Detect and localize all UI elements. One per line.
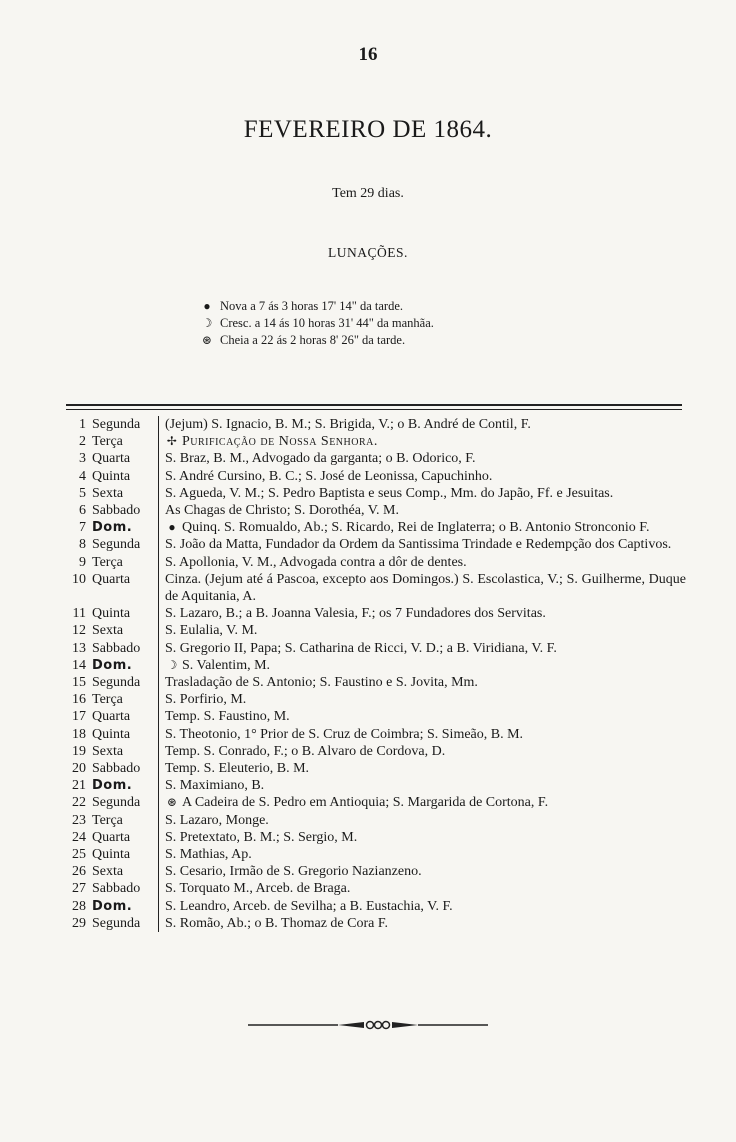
day-description (159, 450, 686, 467)
weekday: Terça (86, 812, 159, 829)
calendar-row (66, 468, 686, 485)
weekday: Segunda (86, 915, 159, 932)
day-description (159, 485, 686, 502)
day-description (159, 743, 686, 760)
day-number: 4 (79, 468, 86, 484)
divider-top (66, 404, 682, 406)
weekday: Sexta (86, 863, 159, 880)
calendar-row (66, 450, 686, 467)
new-moon-icon: ● (203, 299, 211, 313)
weekday: Sabbado (86, 502, 159, 519)
description-text: (Jejum) S. Ignacio, B. M.; S. Brigida, V.; o B. André de Contil, F. (165, 417, 531, 432)
crescent-moon-icon: ☽ (201, 316, 213, 330)
lunation-new (200, 298, 434, 315)
calendar-row (66, 777, 686, 794)
weekday: Segunda (86, 794, 159, 811)
calendar-row (66, 691, 686, 708)
day-description (159, 468, 686, 485)
ornament-divider (248, 1018, 488, 1032)
weekday: Dom. (86, 777, 159, 794)
description-text: Temp. S. Eleuterio, B. M. (165, 761, 310, 777)
cross-icon: ✢ (166, 434, 178, 449)
day-number: 15 (72, 675, 86, 691)
calendar-row (66, 794, 686, 811)
day-description (159, 536, 686, 553)
full-moon-icon: ⊛ (166, 795, 178, 810)
calendar-row (66, 433, 686, 450)
calendar-row (66, 536, 686, 553)
day-number: 1 (79, 417, 86, 432)
calendar-row (66, 898, 686, 915)
description-text: As Chagas de Christo; S. Dorothéa, V. M. (165, 503, 399, 519)
calendar-row (66, 846, 686, 863)
description-text: S. Lazaro, B.; a B. Joanna Valesia, F.; os 7 Fundadores dos Servitas. (165, 606, 546, 622)
day-description (159, 554, 686, 571)
day-description (159, 674, 686, 691)
day-number: 25 (72, 847, 86, 863)
weekday: Sabbado (86, 880, 159, 897)
day-description (159, 640, 686, 657)
weekday: Terça (86, 554, 159, 571)
weekday: Sexta (86, 485, 159, 502)
day-number: 18 (72, 726, 86, 742)
full-moon-icon: ⊛ (201, 333, 213, 347)
weekday: Quarta (86, 829, 159, 846)
description-text: Temp. S. Faustino, M. (165, 709, 290, 725)
description-text: S. Agueda, V. M.; S. Pedro Baptista e seus Comp., Mm. do Japão, Ff. e Jesuitas. (165, 485, 614, 501)
weekday: Quinta (86, 468, 159, 485)
calendar-row (66, 640, 686, 657)
description-text: Trasladação de S. Antonio; S. Faustino e S. Jovita, Mm. (165, 675, 478, 691)
weekday: Segunda (86, 674, 159, 691)
day-number: 19 (72, 743, 86, 759)
description-text: S. Apollonia, V. M., Advogada contra a dôr de dentes. (165, 554, 467, 570)
description-text: S. Pretextato, B. M.; S. Sergio, M. (165, 829, 358, 845)
calendar-row (66, 657, 686, 674)
weekday: Quinta (86, 846, 159, 863)
day-number: 27 (72, 881, 86, 897)
description-text: Cinza. (Jejum até á Pascoa, excepto aos Domingos.) S. Escolastica, V.; S. Guilherme, Duque de Aquitania, A. (165, 571, 686, 605)
calendar-row (66, 554, 686, 571)
day-description (159, 846, 686, 863)
calendar-row (66, 605, 686, 622)
day-number: 11 (72, 606, 86, 622)
description-text: S. Valentim, M. (182, 657, 271, 673)
day-number: 8 (79, 537, 86, 553)
calendar-row (66, 485, 686, 502)
description-text: S. Mathias, Ap. (165, 847, 252, 863)
description-text: S. Theotonio, 1° Prior de S. Cruz de Coimbra; S. Simeão, B. M. (165, 726, 524, 742)
weekday: Terça (86, 433, 159, 450)
calendar-row (66, 880, 686, 897)
weekday: Sexta (86, 743, 159, 760)
day-number: 20 (72, 761, 86, 777)
day-number: 14 (72, 657, 86, 673)
calendar-row (66, 502, 686, 519)
day-number: 16 (72, 692, 86, 708)
description-text: S. André Cursino, B. C.; S. José de Leonissa, Capuchinho. (165, 468, 493, 484)
description-text: Quinq. S. Romualdo, Ab.; S. Ricardo, Rei de Inglaterra; o B. Antonio Stronconio F. (182, 520, 650, 536)
new-moon-icon: ● (168, 520, 176, 535)
description-text: S. João da Matta, Fundador da Ordem da Santissima Trindade e Redempção dos Captivos. (165, 537, 672, 553)
calendar-row (66, 708, 686, 725)
day-number: 13 (72, 640, 86, 656)
weekday: Quarta (86, 708, 159, 725)
calendar-row (66, 674, 686, 691)
day-description (159, 571, 686, 605)
calendar-row (66, 829, 686, 846)
day-description (159, 708, 686, 725)
description-text: Temp. S. Conrado, F.; o B. Alvaro de Cordova, D. (165, 743, 446, 759)
day-description (159, 433, 686, 450)
description-text: S. Lazaro, Monge. (165, 812, 269, 828)
lunation-text: Cheia a 22 ás 2 horas 8' 26" da tarde. (220, 333, 406, 347)
calendar-row (66, 622, 686, 639)
day-number: 23 (72, 812, 86, 828)
weekday: Quinta (86, 726, 159, 743)
day-number: 22 (72, 795, 86, 811)
day-description (159, 622, 686, 639)
day-number: 7 (79, 520, 86, 536)
lunation-text: Cresc. a 14 ás 10 horas 31' 44" da manhãa. (220, 316, 434, 330)
weekday: Quarta (86, 450, 159, 467)
day-description (159, 416, 686, 433)
day-number: 26 (72, 864, 86, 880)
description-text: S. Gregorio II, Papa; S. Catharina de Ricci, V. D.; a B. Viridiana, V. F. (165, 640, 557, 656)
calendar-row (66, 571, 686, 605)
weekday: Quarta (86, 571, 159, 605)
lunation-text: Nova a 7 ás 3 horas 17' 14" da tarde. (220, 299, 403, 313)
day-number: 10 (72, 571, 86, 587)
calendar-row (66, 416, 686, 433)
weekday: Quinta (86, 605, 159, 622)
weekday: Segunda (86, 536, 159, 553)
calendar-row (66, 519, 686, 536)
calendar-row (66, 915, 686, 932)
day-number: 17 (72, 709, 86, 725)
description-text: S. Eulalia, V. M. (165, 623, 258, 639)
crescent-moon-icon: ☽ (166, 657, 178, 672)
day-description (159, 502, 686, 519)
calendar-table (66, 416, 686, 932)
calendar-row (66, 760, 686, 777)
weekday: Sexta (86, 622, 159, 639)
weekday: Segunda (86, 416, 159, 433)
description-text: Purificação de Nossa Senhora. (182, 434, 378, 450)
calendar-row (66, 743, 686, 760)
day-description (159, 829, 686, 846)
divider-top-thin (66, 409, 682, 410)
calendar-row (66, 863, 686, 880)
days-note: Tem 29 dias. (332, 186, 404, 201)
day-number: 6 (79, 503, 86, 519)
weekday: Dom. (86, 657, 159, 674)
day-description (159, 794, 686, 811)
calendar-row (66, 812, 686, 829)
day-description (159, 657, 686, 674)
day-description (159, 880, 686, 897)
day-description (159, 726, 686, 743)
description-text: S. Braz, B. M., Advogado da garganta; o B. Odorico, F. (165, 451, 476, 467)
description-text: S. Porfirio, M. (165, 692, 247, 708)
day-number: 2 (79, 434, 86, 450)
page-number: 16 (358, 44, 378, 65)
day-number: 24 (72, 829, 86, 845)
day-number: 3 (79, 451, 86, 467)
day-number: 9 (79, 554, 86, 570)
day-number: 21 (72, 778, 86, 794)
weekday: Sabbado (86, 760, 159, 777)
day-description (159, 863, 686, 880)
weekday: Dom. (86, 898, 159, 915)
calendar-row (66, 726, 686, 743)
description-text: S. Leandro, Arceb. de Sevilha; a B. Eustachia, V. F. (165, 898, 453, 914)
day-description (159, 691, 686, 708)
day-description (159, 812, 686, 829)
day-description (159, 605, 686, 622)
day-number: 12 (72, 623, 86, 639)
description-text: S. Cesario, Irmão de S. Gregorio Nazianzeno. (165, 864, 422, 880)
day-number: 5 (79, 485, 86, 501)
day-description (159, 915, 686, 932)
description-text: S. Maximiano, B. (165, 778, 265, 794)
weekday: Dom. (86, 519, 159, 536)
description-text: A Cadeira de S. Pedro em Antioquia; S. Margarida de Cortona, F. (182, 795, 549, 811)
day-description (159, 898, 686, 915)
weekday: Sabbado (86, 640, 159, 657)
day-description (159, 519, 686, 536)
day-number: 29 (72, 915, 86, 931)
lunation-crescent (200, 315, 434, 332)
day-number: 28 (72, 898, 86, 914)
lunations-heading: LUNAÇÕES. (328, 245, 408, 260)
page-title: FEVEREIRO DE 1864. (243, 116, 493, 143)
description-text: S. Torquato M., Arceb. de Braga. (165, 881, 351, 897)
day-description (159, 760, 686, 777)
lunation-full (200, 332, 434, 349)
description-text: S. Romão, Ab.; o B. Thomaz de Cora F. (165, 915, 389, 931)
weekday: Terça (86, 691, 159, 708)
day-description (159, 777, 686, 794)
lunations-list (200, 298, 434, 349)
